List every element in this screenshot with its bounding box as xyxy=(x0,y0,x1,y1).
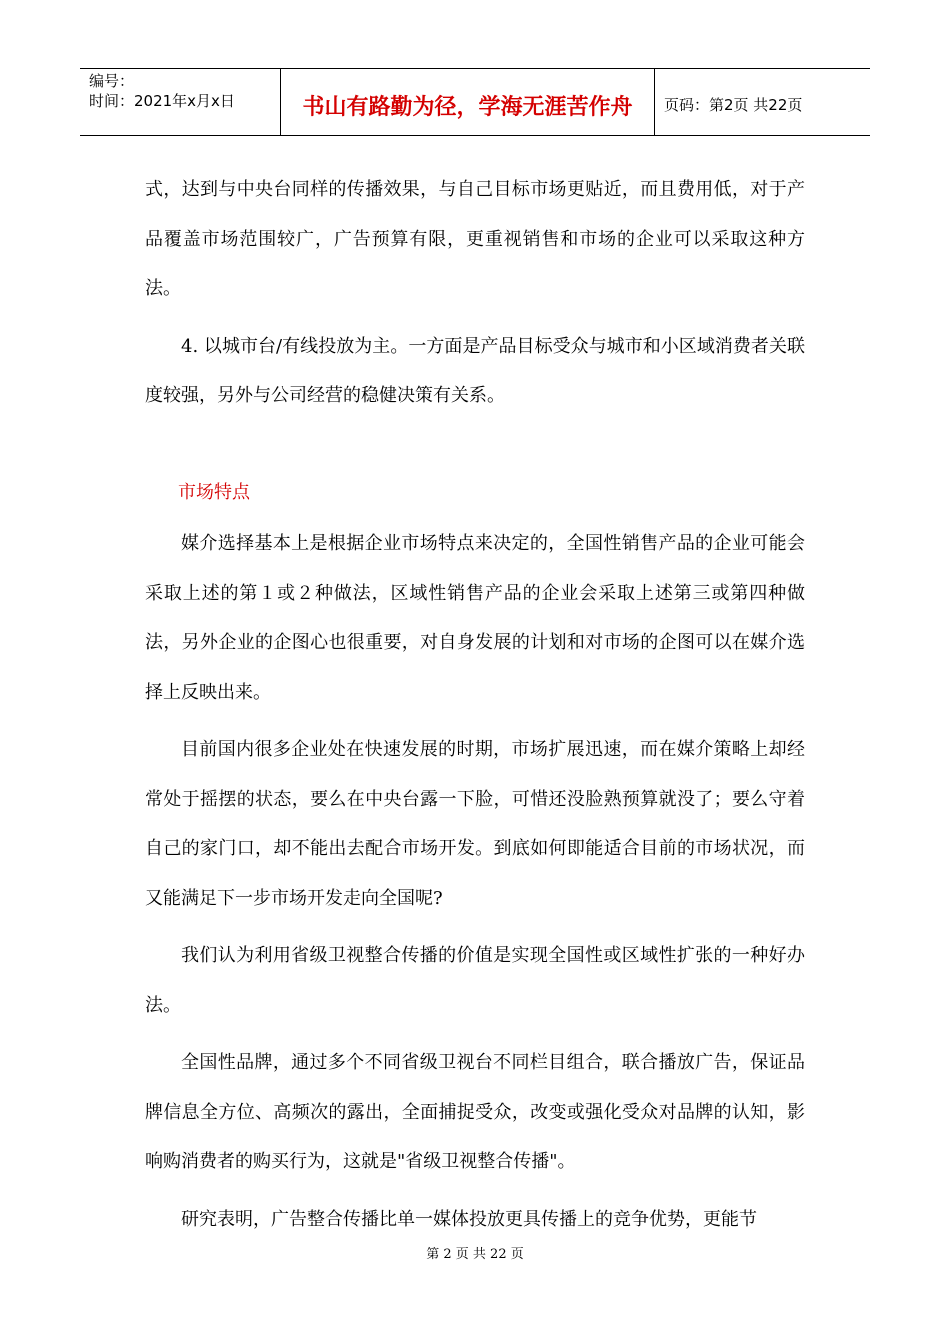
paragraph-media-selection: 媒介选择基本上是根据企业市场特点来决定的，全国性销售产品的企业可能会采取上述的第１或２种做法，区域性销售产品的企业会采取上述第三或第四种做法，另外企业的企图心也很重要，对自身发展的计划和对市场的企图可以在媒介选择上反映出来。 xyxy=(145,533,805,703)
page-header xyxy=(80,68,870,136)
document-number-label: 编号： xyxy=(89,72,135,90)
paragraph-continuation: 式，达到与中央台同样的传播效果，与自己目标市场更贴近，而且费用低，对于产品覆盖市场范围较广，广告预算有限，更重视销售和市场的企业可以采取这种方法。 xyxy=(145,179,805,299)
section-heading-market-characteristics: 市场特点 xyxy=(178,481,250,503)
paragraph-item-4: 4. 以城市台/有线投放为主。一方面是产品目标受众与城市和小区域消费者关联度较强，另外与公司经营的稳健决策有关系。 xyxy=(145,335,805,406)
paragraph-domestic-enterprises: 目前国内很多企业处在快速发展的时期，市场扩展迅速，而在媒介策略上却经常处于摇摆的状态，要么在中央台露一下脸，可惜还没脸熟预算就没了；要么守着自己的家门口，却不能出去配合市场开发。到底如何即能适合目前的市场状况，而又能满足下一步市场开发走向全国呢? xyxy=(145,739,805,909)
document-date-label: 时间：2021年x月x日 xyxy=(89,92,235,110)
header-meta-cell xyxy=(80,69,281,135)
paragraph-satellite-tv-value: 我们认为利用省级卫视整合传播的价值是实现全国性或区域性扩张的一种好办法。 xyxy=(145,945,805,1016)
header-page-info: 页码：第2页 共22页 xyxy=(664,95,803,114)
page-footer: 第 2 页 共 22 页 xyxy=(426,1247,524,1262)
paragraph-research: 研究表明，广告整合传播比单一媒体投放更具传播上的竞争优势，更能节 xyxy=(181,1208,757,1230)
header-motto: 书山有路勤为径，学海无涯苦作舟 xyxy=(281,69,655,135)
document-body xyxy=(145,165,805,1244)
paragraph-national-brand: 全国性品牌，通过多个不同省级卫视台不同栏目组合，联合播放广告，保证品牌信息全方位、高频次的露出，全面捕捉受众，改变或强化受众对品牌的认知，影响购消费者的购买行为，这就是"省级卫视整合传播"。 xyxy=(145,1052,805,1172)
